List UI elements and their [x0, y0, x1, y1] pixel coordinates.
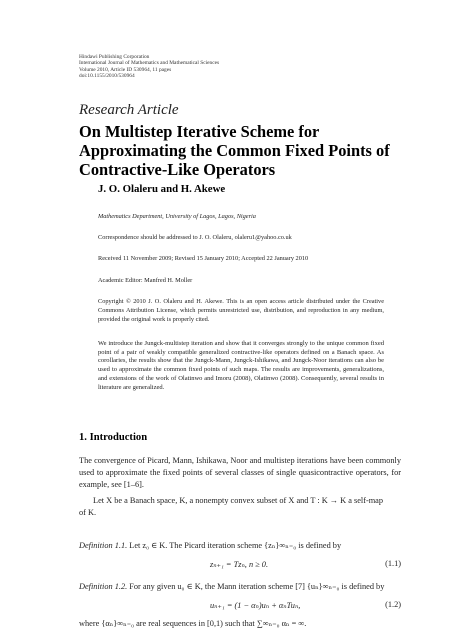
equation-number-1-2: (1.2) — [385, 600, 401, 609]
academic-editor: Academic Editor: Manfred H. Moller — [98, 277, 193, 284]
authors: J. O. Olaleru and H. Akewe — [98, 183, 226, 195]
paper-title — [79, 122, 390, 179]
definition-text: For any given u₀ ∈ K, the Mann iteration scheme [7] {uₙ}∞ₙ₌₀ is defined by — [129, 582, 385, 591]
sequence-condition-line: where {αₙ}∞ₙ₌₀ are real sequences in [0,1) such that ∑∞ₙ₌₀ αₙ = ∞. — [79, 619, 307, 628]
article-type: Research Article — [79, 102, 179, 118]
intro-paragraph-2 — [79, 495, 401, 519]
definition-1-1 — [79, 540, 341, 550]
definition-text: Let z₀ ∈ K. The Picard iteration scheme {zₙ}∞ₙ₌₀ is defined by — [129, 541, 342, 550]
title-line-2: Approximating the Common Fixed Points of — [79, 141, 390, 160]
intro-paragraph-1: The convergence of Picard, Mann, Ishikawa, Noor and multistep iterations have been commonly used to approximate the fixed points of several classes of single quasicontractive operators, for example, see [1–6]. — [79, 456, 401, 489]
equation-number-1-1: (1.1) — [385, 559, 401, 568]
definition-label: Definition 1.1. — [79, 541, 128, 550]
equation-1-2: uₙ₊₁ = (1 − αₙ)uₙ + αₙTuₙ, — [210, 601, 301, 610]
equation-1-1: zₙ₊₁ = Tzₙ, n ≥ 0. — [210, 560, 269, 569]
volume-info: Volume 2010, Article ID 530964, 11 pages — [79, 66, 172, 73]
paragraph-2-line-2: of K. — [79, 508, 97, 517]
publisher-line: Hindawi Publishing Corporation — [79, 54, 150, 60]
title-line-1: On Multistep Iterative Scheme for — [79, 122, 320, 141]
copyright-notice: Copyright © 2010 J. O. Olaleru and H. Akewe. This is an open access article distributed under the Creative Commons Attribution License, which permits unrestricted use, distribution, and reproduction in any medium, provided the original work is properly cited. — [98, 298, 384, 323]
definition-label: Definition 1.2. — [79, 582, 128, 591]
journal-header — [79, 54, 219, 79]
title-line-3: Contractive-Like Operators — [79, 160, 276, 179]
paragraph-2-line-1: Let X be a Banach space, K, a nonempty convex subset of X and T : K → K a self-map — [93, 496, 384, 505]
doi: doi:10.1155/2010/530964 — [79, 72, 135, 79]
affiliation: Mathematics Department, University of Lagos, Lagos, Nigeria — [98, 213, 256, 220]
abstract: We introduce the Jungck-multistep iteration and show that it converges strongly to the unique common fixed point of a pair of weakly compatible generalized contractive-like operators defined on a Banach space. As corollaries, the results show that the Jungck-Mann, Jungck-Ishikawa, and Jungck-Noor iterations can also be used to approximate the common fixed points of such maps. The results are improvements, generalizations, and extensions of the work of Olatinwo and Imoru (2008), Olatinwo (2008). Consequently, several results in literature are generalized. — [98, 340, 384, 391]
definition-1-2 — [79, 581, 384, 591]
correspondence: Correspondence should be addressed to J. O. Olaleru, olaleru1@yahoo.co.uk — [98, 234, 292, 241]
dates: Received 11 November 2009; Revised 15 January 2010; Accepted 22 January 2010 — [98, 255, 309, 262]
section-heading: 1. Introduction — [79, 432, 148, 443]
journal-name: International Journal of Mathematics and Mathematical Sciences — [79, 60, 220, 67]
